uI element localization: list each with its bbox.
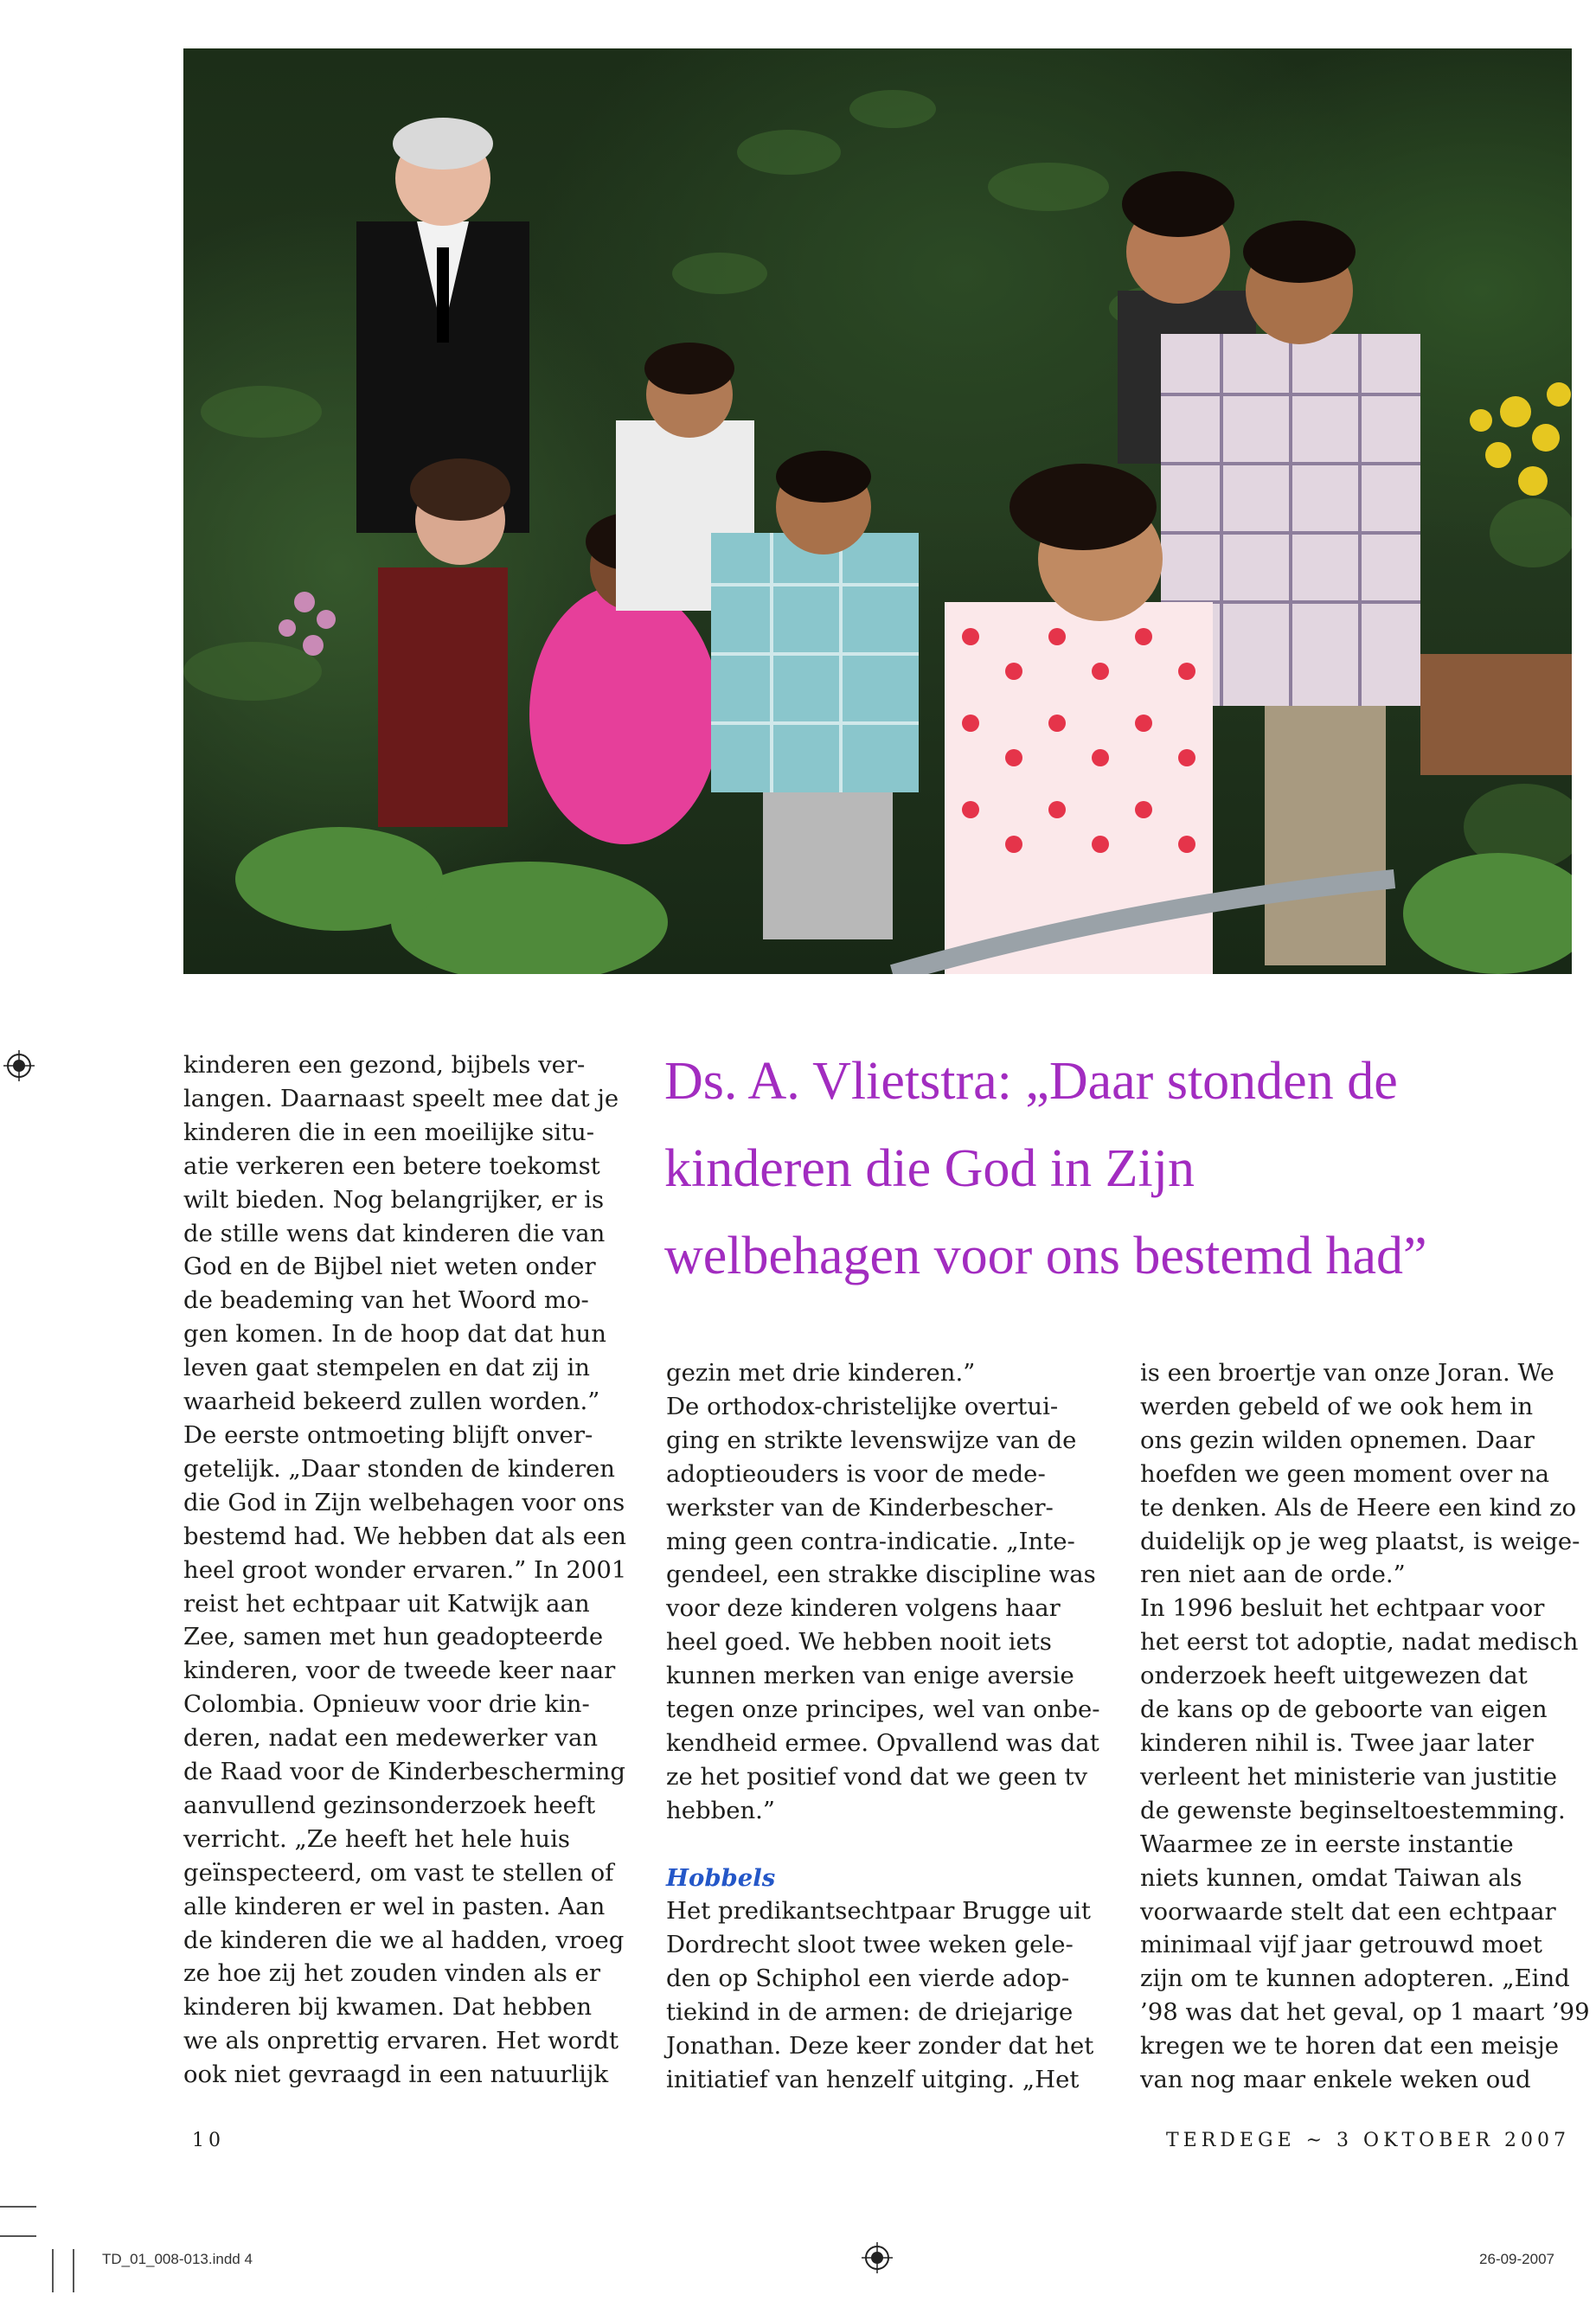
text-line: ze het positief vond dat we geen tv	[666, 1762, 1088, 1791]
text-line: ming geen contra-indicatie. „Inte-	[666, 1527, 1075, 1555]
text-line: niets kunnen, omdat Taiwan als	[1140, 1863, 1522, 1892]
text-line: de kans op de geboorte van eigen	[1140, 1695, 1548, 1724]
text-line: kregen we te horen dat een meisje	[1140, 2032, 1560, 2061]
text-line: Waarmee ze in eerste instantie	[1140, 1830, 1514, 1858]
text-line: geïnspecteerd, om vast te stellen of	[183, 1858, 614, 1887]
text-line: heel goed. We hebben nooit iets	[666, 1628, 1052, 1657]
text-line: Dordrecht sloot twee weken gele-	[666, 1931, 1074, 1959]
text-line: de gewenste beginseltoestemming.	[1140, 1796, 1566, 1824]
text-line: gezin met drie kinderen.”	[666, 1359, 976, 1387]
crop-mark	[52, 2249, 54, 2292]
slug-date: 26-09-2007	[1479, 2251, 1554, 2267]
text-line: Zee, samen met hun geadopteerde	[183, 1623, 604, 1651]
paragraph-gap	[666, 1828, 1100, 1862]
text-line: ging en strikte levenswijze van de	[666, 1426, 1077, 1454]
body-column-1	[183, 1048, 626, 2092]
page-number: 10	[192, 2130, 225, 2151]
text-line: minimaal vijf jaar getrouwd moet	[1140, 1931, 1542, 1959]
text-line: het eerst tot adoptie, nadat medisch	[1140, 1628, 1579, 1657]
text-line: duidelijk op je weg plaatst, is weige-	[1140, 1527, 1580, 1555]
text-line: hoefden we geen moment over na	[1140, 1459, 1550, 1488]
text-line: den op Schiphol een vierde adop-	[666, 1965, 1070, 1993]
text-line: Jonathan. Deze keer zonder dat het	[666, 2032, 1094, 2061]
crop-mark	[73, 2249, 74, 2292]
text-line: gen komen. In de hoop dat dat hun	[183, 1320, 606, 1349]
text-line: de kinderen die we al hadden, vroeg	[183, 1926, 625, 1954]
text-line: ze hoe zij het zouden vinden als er	[183, 1959, 601, 1988]
text-line: reist het echtpaar uit Katwijk aan	[183, 1589, 590, 1618]
registration-mark-icon	[862, 2242, 893, 2273]
text-line: heel groot wonder ervaren.” In 2001	[183, 1555, 627, 1584]
text-line: ’98 was dat het geval, op 1 maart ’99	[1140, 1998, 1590, 2027]
text-line: wilt bieden. Nog belangrijker, er is	[183, 1185, 605, 1214]
text-line: verleent het ministerie van justitie	[1140, 1762, 1558, 1791]
text-line: de stille wens dat kinderen die van	[183, 1219, 606, 1247]
text-line: God en de Bijbel niet weten onder	[183, 1253, 596, 1281]
crop-mark	[0, 2206, 36, 2208]
text-line: kinderen die in een moeilijke situ-	[183, 1118, 595, 1146]
text-line: ons gezin wilden opnemen. Daar	[1140, 1426, 1535, 1454]
text-line: Colombia. Opnieuw voor drie kin-	[183, 1690, 590, 1719]
text-line: In 1996 besluit het echtpaar voor	[1140, 1594, 1545, 1623]
text-line: verricht. „Ze heeft het hele huis	[183, 1824, 571, 1853]
text-line: is een broertje van onze Joran. We	[1140, 1359, 1554, 1387]
text-line: werkster van de Kinderbescher-	[666, 1493, 1054, 1522]
text-line: van nog maar enkele weken oud	[1140, 2066, 1531, 2094]
text-line: ook niet gevraagd in een natuurlijk	[183, 2061, 609, 2089]
headline-line: kinderen die God in Zijn	[664, 1139, 1195, 1198]
family-photo-illustration	[183, 48, 1572, 974]
headline-line: Ds. A. Vlietstra: „Daar stonden de	[664, 1052, 1398, 1111]
text-line: de Raad voor de Kinderbescherming	[183, 1758, 626, 1786]
text-line: die God in Zijn welbehagen voor ons	[183, 1488, 625, 1516]
text-line: voorwaarde stelt dat een echtpaar	[1140, 1897, 1556, 1926]
text-line: initiatief van henzelf uitging. „Het	[666, 2066, 1080, 2094]
text-line: atie verkeren een betere toekomst	[183, 1151, 600, 1180]
text-line: kinderen nihil is. Twee jaar later	[1140, 1728, 1534, 1757]
body-column-2	[666, 1356, 1100, 2097]
headline-line: welbehagen voor ons bestemd had”	[664, 1227, 1427, 1285]
slug-filename: TD_01_008-013.indd 4	[102, 2251, 253, 2267]
text-line: kunnen merken van enige aversie	[666, 1662, 1074, 1690]
text-line: hebben.”	[666, 1796, 775, 1824]
text-line: werden gebeld of we ook hem in	[1140, 1392, 1534, 1420]
text-line: tegen onze principes, wel van onbe-	[666, 1695, 1100, 1724]
crop-mark	[0, 2235, 36, 2237]
text-line: langen. Daarnaast speelt mee dat je	[183, 1084, 619, 1112]
text-line: De eerste ontmoeting blijft onver-	[183, 1420, 593, 1449]
text-line: ren niet aan de orde.”	[1140, 1561, 1406, 1589]
text-line: onderzoek heeft uitgewezen dat	[1140, 1662, 1528, 1690]
text-line: adoptieouders is voor de mede-	[666, 1459, 1046, 1488]
text-line: bestemd had. We hebben dat als een	[183, 1522, 626, 1550]
text-line: kinderen een gezond, bijbels ver-	[183, 1051, 586, 1079]
text-line: waarheid bekeerd zullen worden.”	[183, 1388, 600, 1416]
text-line: deren, nadat een medewerker van	[183, 1724, 599, 1753]
text-line: kinderen bij kwamen. Dat hebben	[183, 1993, 593, 2022]
text-line: getelijk. „Daar stonden de kinderen	[183, 1454, 616, 1483]
text-line: De orthodox-christelijke overtui-	[666, 1392, 1059, 1420]
text-line: alle kinderen er wel in pasten. Aan	[183, 1892, 606, 1920]
body-column-3	[1140, 1356, 1590, 2097]
text-line: voor deze kinderen volgens haar	[666, 1594, 1061, 1623]
text-line: zijn om te kunnen adopteren. „Eind	[1140, 1965, 1570, 1993]
article-headline	[664, 1038, 1581, 1300]
family-photo	[183, 48, 1572, 974]
section-subheading: Hobbels	[666, 1863, 776, 1892]
text-line: te denken. Als de Heere een kind zo	[1140, 1493, 1577, 1522]
text-line: leven gaat stempelen en dat zij in	[183, 1354, 591, 1382]
registration-mark-icon	[3, 1050, 35, 1081]
text-line: kendheid ermee. Opvallend was dat	[666, 1728, 1099, 1757]
text-line: we als onprettig ervaren. Het wordt	[183, 2027, 619, 2055]
text-line: de beademing van het Woord mo-	[183, 1286, 589, 1315]
text-line: gendeel, een strakke discipline was	[666, 1561, 1096, 1589]
running-footer: TERDEGE ~ 3 OKTOBER 2007	[1166, 2130, 1570, 2151]
text-line: Het predikantsechtpaar Brugge uit	[666, 1897, 1091, 1926]
text-line: kinderen, voor de tweede keer naar	[183, 1657, 616, 1685]
text-line: aanvullend gezinsonderzoek heeft	[183, 1791, 596, 1819]
text-line: tiekind in de armen: de driejarige	[666, 1998, 1074, 2027]
